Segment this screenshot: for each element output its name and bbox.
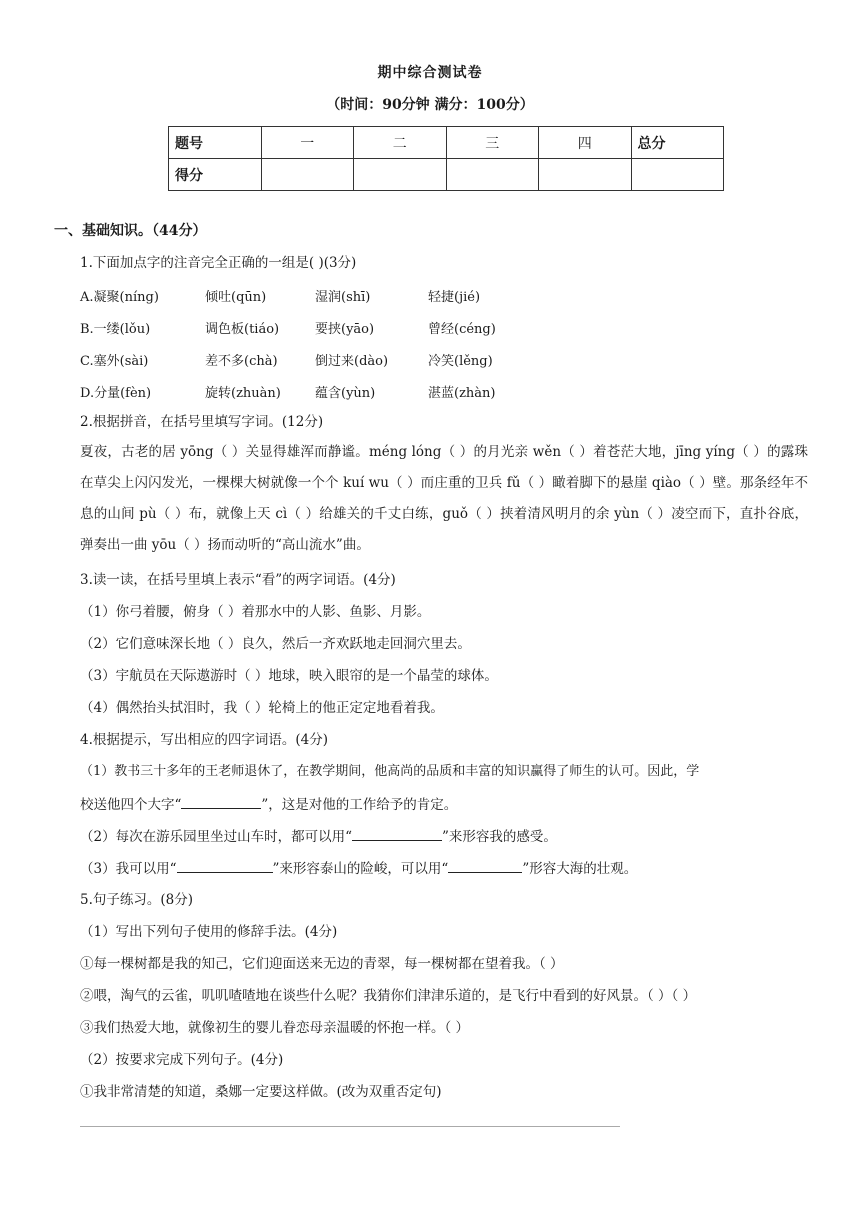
score-cell-2: 二	[354, 127, 447, 159]
q5-sentence-4: ①我非常清楚的知道，桑娜一定要这样做。(改为双重否定句)	[80, 1084, 442, 1100]
q4-item-2	[80, 826, 808, 847]
q5-sentence-3: ③我们热爱大地，就像初生的婴儿眷恋母亲温暖的怀抱一样。（ ）	[80, 1020, 470, 1036]
section-1-heading: 一、基础知识。（44分）	[54, 223, 207, 239]
score-row-label: 得分	[169, 159, 262, 191]
q1-item: 旋转(zhuàn)	[205, 385, 281, 401]
q4-item-1-prefix: 校送他四个大字“	[80, 797, 182, 813]
q1-option-row-b	[80, 311, 548, 343]
q5-sentence-1: ①每一棵树都是我的知己，它们迎面送来无边的青翠，每一棵树都在望着我。（ ）	[80, 956, 564, 972]
q1-item: 倒过来(dào)	[315, 353, 389, 369]
q3-item-1: （1）你弓着腰，俯身（ ）着那水中的人影、鱼影、月影。	[80, 604, 431, 620]
q1-item: 调色板(tiáo)	[205, 321, 280, 337]
exam-subtitle: （时间：90分钟 满分：100分）	[326, 97, 534, 113]
q4-stem: 4.根据提示，写出相应的四字词语。(4分)	[80, 732, 329, 748]
q1-item: 蕴含(yùn)	[315, 385, 376, 401]
q5-stem: 5.句子练习。(8分)	[80, 892, 194, 908]
q4-item-2-suffix: ”来形容我的感受。	[442, 829, 557, 845]
q5-sentence-2: ②喂，淘气的云雀，叽叽喳喳地在谈些什么呢？我猜你们津津乐道的，是飞行中看到的好风景。（ ）（ ）	[80, 988, 697, 1004]
q4-item-1-line-a: （1）教书三十多年的王老师退休了，在教学期间，他高尚的品质和丰富的知识赢得了师生的认可。因此，学	[80, 764, 700, 779]
q1-item: 要挟(yāo)	[315, 321, 375, 337]
q1-options	[80, 279, 548, 407]
q3-item-3: （3）宇航员在天际遨游时（ ）地球，映入眼帘的是一个晶莹的球体。	[80, 668, 498, 684]
q1-option-row-d	[80, 375, 548, 407]
exam-title: 期中综合测试卷	[377, 65, 483, 81]
q1-item: 湿润(shī)	[315, 289, 371, 305]
q1-item: 倾吐(qūn)	[205, 289, 267, 305]
score-input-4[interactable]	[539, 159, 632, 191]
q4-answer-blank-4[interactable]	[448, 858, 522, 873]
q1-item: 差不多(chà)	[205, 353, 278, 369]
score-cell-4: 四	[539, 127, 632, 159]
score-cell-1: 一	[261, 127, 354, 159]
answer-line[interactable]	[80, 1126, 620, 1127]
q4-answer-blank-2[interactable]	[352, 826, 442, 841]
q4-item-3-suffix: ”形容大海的壮观。	[522, 861, 638, 877]
score-input-2[interactable]	[354, 159, 447, 191]
q3-item-2: （2）它们意味深长地（ ）良久，然后一齐欢跃地走回洞穴里去。	[80, 636, 471, 652]
q4-item-3-middle: ”来形容泰山的险峻，可以用“	[272, 861, 449, 877]
score-table	[168, 126, 724, 191]
q3-item-4: （4）偶然抬头拭泪时，我（ ）轮椅上的他正定定地看着我。	[80, 700, 444, 716]
score-input-3[interactable]	[446, 159, 539, 191]
q1-item: 曾经(céng)	[428, 321, 496, 337]
score-cell-label: 题号	[169, 127, 262, 159]
q2-stem: 2.根据拼音，在括号里填写字词。(12分)	[80, 414, 324, 430]
q2-passage: 夏夜，古老的居 yōng（ ）关显得雄浑而静谧。méng lóng（ ）的月光亲 wěn（ ）着苍茫大地，jīng yíng（ ）的露珠在草尖上闪闪发光，一棵棵大树就像一个个 kuí wu（ ）而庄重的卫兵 fǔ（ ）瞰着脚下的悬崖 qiào（ ）壁。那条经年不息的山间 pù（ ）布，就像上天 cì（ ）给雄关的千丈白练，guǒ（ ）挟着清风明月的余 yùn（ ）凌空而下，直扑谷底，弹奏出一曲 yōu（ ）扬而动听的“高山流水”曲。	[80, 444, 808, 553]
q4-answer-blank-1[interactable]	[181, 794, 261, 809]
q5-sub-2: （2）按要求完成下列句子。(4分)	[80, 1052, 284, 1068]
q4-item-2-prefix: （2）每次在游乐园里坐过山车时，都可以用“	[80, 829, 352, 845]
score-input-total[interactable]	[631, 159, 724, 191]
score-cell-total: 总分	[631, 127, 724, 159]
q4-item-3	[80, 858, 808, 879]
q1-option-row-a	[80, 279, 548, 311]
q3-stem: 3.读一读，在括号里填上表示“看”的两字词语。(4分)	[80, 572, 396, 588]
score-table-header-row	[169, 127, 724, 159]
q4-item-1-suffix: ”，这是对他的工作给予的肯定。	[261, 797, 458, 813]
q4-item-3-prefix: （3）我可以用“	[80, 861, 177, 877]
q5-sub-1: （1）写出下列句子使用的修辞手法。(4分)	[80, 924, 338, 940]
q1-item: 湛蓝(zhàn)	[428, 385, 496, 401]
q1-item: 轻捷(jié)	[428, 289, 481, 305]
q4-answer-blank-3[interactable]	[177, 858, 273, 873]
q1-option-b: B.一缕(lǒu)	[80, 321, 151, 337]
q1-option-row-c	[80, 343, 548, 375]
q1-option-d: D.分量(fèn)	[80, 385, 152, 401]
q1-stem: 1.下面加点字的注音完全正确的一组是( )(3分)	[80, 255, 357, 271]
q1-option-a: A.凝聚(níng)	[80, 289, 159, 305]
score-input-1[interactable]	[261, 159, 354, 191]
q4-item-1-line-b	[80, 794, 808, 815]
score-table-score-row	[169, 159, 724, 191]
score-cell-3: 三	[446, 127, 539, 159]
q1-option-c: C.塞外(sài)	[80, 353, 149, 369]
q1-item: 冷笑(lěng)	[428, 353, 493, 369]
